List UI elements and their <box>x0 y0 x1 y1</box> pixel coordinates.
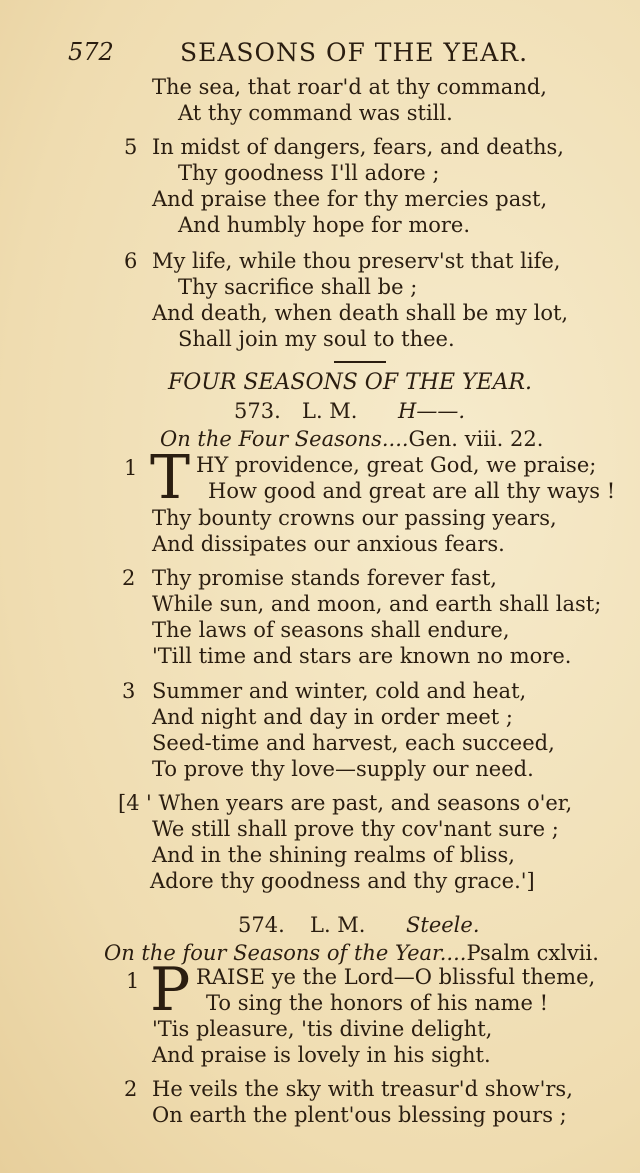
verse-line: How good and great are all thy ways ! <box>208 479 616 503</box>
verse-line: At thy command was still. <box>178 101 453 125</box>
stanza-number: [4 <box>118 791 140 815</box>
stanza-number: 3 <box>122 679 136 703</box>
section-divider <box>334 361 386 363</box>
verse-line: 'Tis pleasure, 'tis divine delight, <box>152 1017 493 1041</box>
page-number: 572 <box>68 38 114 66</box>
verse-line: Thy bounty crowns our passing years, <box>152 506 557 530</box>
running-title: SEASONS OF THE YEAR. <box>180 38 529 67</box>
verse-line: To sing the honors of his name ! <box>206 991 549 1015</box>
verse-line: Thy goodness I'll adore ; <box>178 161 440 185</box>
section-title: FOUR SEASONS OF THE YEAR. <box>167 370 533 395</box>
verse-line: ' When years are past, and seasons o'er, <box>146 791 573 815</box>
verse-line: Adore thy goodness and thy grace.'] <box>150 869 535 893</box>
subtitle-italic: On the Four Seasons.... <box>160 427 409 451</box>
verse-line: And in the shining realms of bliss, <box>152 843 515 867</box>
verse-line: And praise is lovely in his sight. <box>152 1043 491 1067</box>
verse-line: And dissipates our anxious fears. <box>152 532 505 556</box>
scripture-reference: Psalm cxlvii. <box>466 941 599 965</box>
stanza-number: 6 <box>124 249 138 273</box>
verse-line: And praise thee for thy mercies past, <box>152 187 548 211</box>
verse-line: Shall join my soul to thee. <box>178 327 455 351</box>
verse-line: In midst of dangers, fears, and deaths, <box>152 135 564 159</box>
stanza-number: 5 <box>124 135 138 159</box>
verse-line: And death, when death shall be my lot, <box>152 301 569 325</box>
hymn-number: 573. <box>234 399 281 423</box>
verse-line: We still shall prove thy cov'nant sure ; <box>152 817 559 841</box>
verse-line: Seed-time and harvest, each succeed, <box>152 731 555 755</box>
running-header <box>68 38 628 70</box>
verse-line: My life, while thou preserv'st that life, <box>152 249 561 273</box>
subtitle-italic: On the four Seasons of the Year.... <box>104 941 467 965</box>
drop-cap: T <box>150 443 191 513</box>
hymn-author: Steele. <box>406 913 480 937</box>
hymn-meter: L. M. <box>302 399 358 423</box>
verse-line: Summer and winter, cold and heat, <box>152 679 527 703</box>
verse-line: To prove thy love—supply our need. <box>152 757 534 781</box>
hymn-number: 574. <box>238 913 285 937</box>
stanza-number: 2 <box>122 566 136 590</box>
verse-line: He veils the sky with treasur'd show'rs, <box>152 1077 573 1101</box>
stanza-number: 1 <box>126 969 140 993</box>
verse-line: HY providence, great God, we praise; <box>196 453 597 477</box>
stanza-number: 1 <box>124 456 138 480</box>
verse-line: While sun, and moon, and earth shall last; <box>152 592 602 616</box>
drop-cap: P <box>150 955 191 1025</box>
verse-line: And night and day in order meet ; <box>152 705 513 729</box>
verse-line: The sea, that roar'd at thy command, <box>152 75 547 99</box>
verse-line: And humbly hope for more. <box>178 213 471 237</box>
stanza-number: 2 <box>124 1077 138 1101</box>
verse-line: On earth the plent'ous blessing pours ; <box>152 1103 567 1127</box>
scripture-reference: Gen. viii. 22. <box>408 427 544 451</box>
verse-line: Thy promise stands forever fast, <box>152 566 497 590</box>
verse-line: The laws of seasons shall endure, <box>152 618 510 642</box>
verse-line: RAISE ye the Lord—O blissful theme, <box>196 965 596 989</box>
verse-line: 'Till time and stars are known no more. <box>152 644 572 668</box>
hymn-subtitle <box>160 426 543 452</box>
hymn-author: H——. <box>398 399 465 423</box>
verse-line: Thy sacrifice shall be ; <box>178 275 418 299</box>
hymn-meter: L. M. <box>310 913 366 937</box>
